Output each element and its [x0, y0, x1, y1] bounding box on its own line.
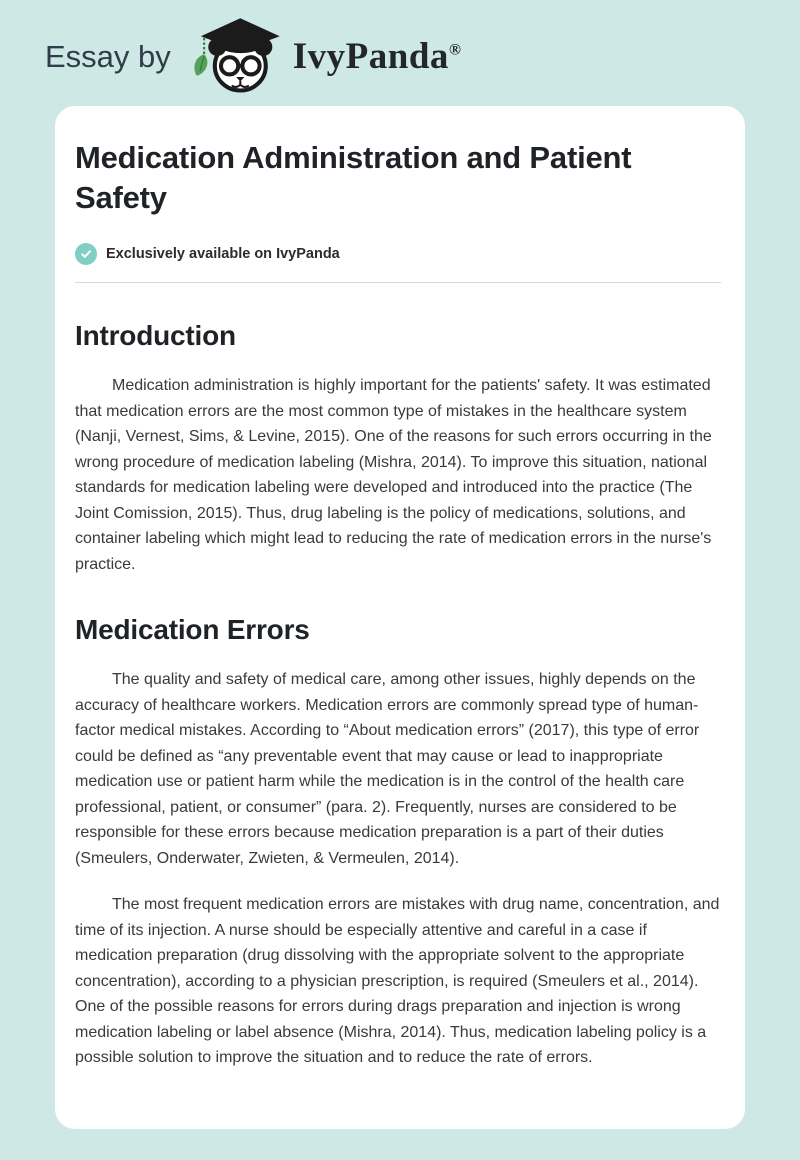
page-header — [0, 0, 800, 84]
paragraph: Medication administration is highly important for the patients' safety. It was estimated that medication errors are the most common type of mistakes in the healthcare system (Nanji, Vernest, Sims, & Levine, 2015). One of the reasons for such errors occurring in the wrong procedure of medication labeling (Mishra, 2014). To improve this situation, national standards for medication labeling were developed and introduced into the practice (The Joint Comission, 2015). Thus, drug labeling is the policy of medications, solutions, and container labeling which might lead to reducing the rate of medication errors in the nurse's practice. — [75, 377, 712, 573]
section-heading-medication-errors: Medication Errors — [75, 614, 310, 646]
check-icon — [75, 243, 97, 265]
exclusive-badge-label: Exclusively available on IvyPanda — [106, 246, 340, 263]
essay-by-label: Essay by — [45, 38, 171, 74]
panda-graduate-icon — [191, 16, 283, 96]
exclusive-badge — [75, 243, 721, 265]
essay-card — [55, 106, 745, 1129]
paragraph: The quality and safety of medical care, among other issues, highly depends on the accuracy of healthcare workers. Medication errors are commonly spread type of human-factor medical mistakes. According to “About medication errors” (2017), this type of error could be defined as “any preventable event that may cause or lead to inappropriate medication use or patient harm while the medication is in the control of the health care professional, patient, or consumer” (para. 2). Frequently, nurses are considered to be responsible for these errors because medication preparation is a part of their duties (Smeulers, Onderwater, Zwieten, & Vermeulen, 2014). — [75, 671, 700, 867]
paragraph: The most frequent medication errors are mistakes with drug name, concentration, and time of its injection. A nurse should be especially attentive and careful in a case if medication preparation (drug dissolving with the appropriate solvent to the appropriate concentration), according to a physician prescription, is required (Smeulers et al., 2014). One of the possible reasons for errors during drags preparation and injection is wrong medication labeling or label absence (Mishra, 2014). Thus, medication labeling policy is a possible solution to improve the situation and to reduce the rate of errors. — [75, 896, 720, 1067]
page-title: Medication Administration and Patient Safety — [75, 140, 632, 215]
brand-name: IvyPanda® — [292, 35, 462, 77]
section-heading-introduction: Introduction — [75, 320, 236, 352]
divider — [75, 282, 721, 283]
registered-trademark: ® — [448, 41, 462, 59]
